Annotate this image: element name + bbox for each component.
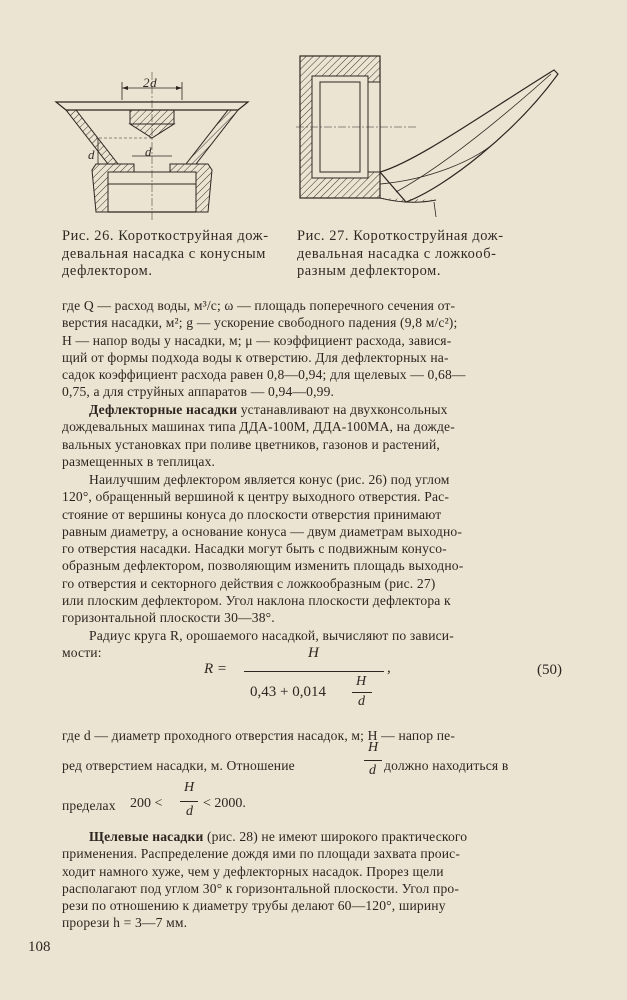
formula-number: (50) <box>537 662 562 678</box>
text-line: применения. Распределение дождя ими по площади захвата проис- <box>62 846 461 862</box>
formula-main-fraction-bar <box>244 671 384 672</box>
ratio-denominator: d <box>369 763 376 778</box>
text-line: мости: <box>62 645 102 661</box>
text-line: дождевальных машинах типа ДДА-100М, ДДА-100МА, на дожде- <box>62 419 455 435</box>
formula-lhs: R = <box>204 661 228 677</box>
text-line: ред отверстием насадки, м. Отношение <box>62 758 295 773</box>
text-line: 0,75, а для струйных аппаратов — 0,94—0,99. <box>62 384 335 400</box>
ratio-fraction-bar <box>364 760 382 761</box>
text-line: где d — диаметр проходного отверстия насадок, м; H — напор пе- <box>62 728 456 743</box>
figure-27-caption-line-2: девальная насадка с ложкооб- <box>297 245 497 262</box>
text-line: верстия насадки, м²; g — ускорение свободного падения (9,8 м/с²); <box>62 315 458 331</box>
text-line: го отверстия и секторного действия с ложкообразным (рис. 27) <box>62 575 436 591</box>
text-line: горизонтальной плоскости 30—38°. <box>62 610 275 626</box>
text-line: (рис. 28) не имеют широкого практического <box>203 829 468 844</box>
inequality-denominator: d <box>186 804 193 819</box>
text-line: го отверстия насадки. Насадки могут быть с подвижным конусо- <box>62 541 447 557</box>
figure-26-dim-inner: d <box>145 144 153 159</box>
formula-comma: , <box>387 660 391 676</box>
text-line: располагают под углом 30° к горизонтальной плоскости. Угол про- <box>62 880 460 896</box>
text-line-ratio-tail: должно находиться в <box>384 758 509 773</box>
text-line: вальных установках при поливе цветников, газонов и растений, <box>62 436 440 452</box>
inequality-fraction-bar <box>180 801 198 802</box>
page-number: 108 <box>28 939 51 955</box>
figure-27-caption-line-3: разным дефлектором. <box>297 263 442 279</box>
paragraph-deflector-nozzles <box>62 401 568 470</box>
paragraph-variables <box>62 297 568 401</box>
figure-27-caption-line-1: Рис. 27. Короткоструйная дож- <box>297 228 504 244</box>
text-line: 120°, обращенный вершиной к центру выходного отверстия. Рас- <box>62 489 450 505</box>
figure-26-caption <box>62 228 292 281</box>
text-line: рези по отношению к диаметру трубы делают 60—120°, ширину <box>62 898 446 914</box>
figure-26-caption-line-2: девальная насадка с конусным <box>62 245 266 262</box>
formula-inner-fraction-bar <box>352 692 372 693</box>
text-line: или плоским дефлектором. Угол наклона плоскости дефлектора к <box>62 593 451 609</box>
text-line: ходит намного хуже, чем у дефлекторных насадок. Прорез щели <box>62 863 444 879</box>
figure-26-caption-line-1: Рис. 26. Короткоструйная дож- <box>62 228 269 244</box>
formula-den-numerator: H <box>356 674 367 689</box>
text-line: Наилучшим дефлектором является конус (рис. 26) под углом <box>89 472 450 487</box>
text-line: садок коэффициент расхода равен 0,8—0,94; для щелевых — 0,68— <box>62 367 466 383</box>
text-line: щий от формы подхода воды к отверстию. Для дефлекторных на- <box>62 349 449 365</box>
inequality-left: 200 < <box>130 796 163 811</box>
ratio-numerator: H <box>368 740 379 755</box>
paragraph-slot-nozzles <box>62 828 568 932</box>
figure-27-caption <box>297 228 557 281</box>
text-line: Радиус круга R, орошаемого насадкой, вычисляют по зависи- <box>89 628 454 643</box>
figure-26-dim-side: d <box>88 147 96 162</box>
paragraph-diameter <box>62 727 568 744</box>
text-line: где Q — расход воды, м³/с; ω — площадь поперечного сечения от- <box>62 298 456 313</box>
figure-26-caption-line-3: дефлектором. <box>62 263 153 279</box>
formula-numerator: H <box>308 645 319 661</box>
text-line: устанавливают на двухконсольных <box>237 402 448 417</box>
paragraph-best-deflector <box>62 471 568 627</box>
term-slot-nozzles: Щелевые насадки <box>89 829 204 844</box>
formula-denominator-text: 0,43 + 0,014 <box>250 684 326 700</box>
text-line: прорези h = 3—7 мм. <box>62 915 188 931</box>
text-line: образным дефлектором, позволяющим изменить площадь выходно- <box>62 558 464 574</box>
text-line-limits: пределах <box>62 798 116 813</box>
inequality-right: < 2000. <box>203 796 246 811</box>
formula-den-denominator: d <box>358 694 365 709</box>
text-line: стояние от вершины конуса до плоскости отверстия принимают <box>62 506 442 522</box>
term-deflector-nozzles: Дефлекторные насадки <box>89 402 238 417</box>
text-line: размещенных в теплицах. <box>62 453 216 469</box>
text-line: равным диаметру, а основание конуса — двум диаметрам выходно- <box>62 523 462 539</box>
figure-26-dim-top: 2d <box>143 75 158 90</box>
inequality-numerator: H <box>184 780 195 795</box>
figure-27-drawing <box>296 52 561 224</box>
text-line: H — напор воды у насадки, м; μ — коэффициент расхода, завися- <box>62 332 452 348</box>
